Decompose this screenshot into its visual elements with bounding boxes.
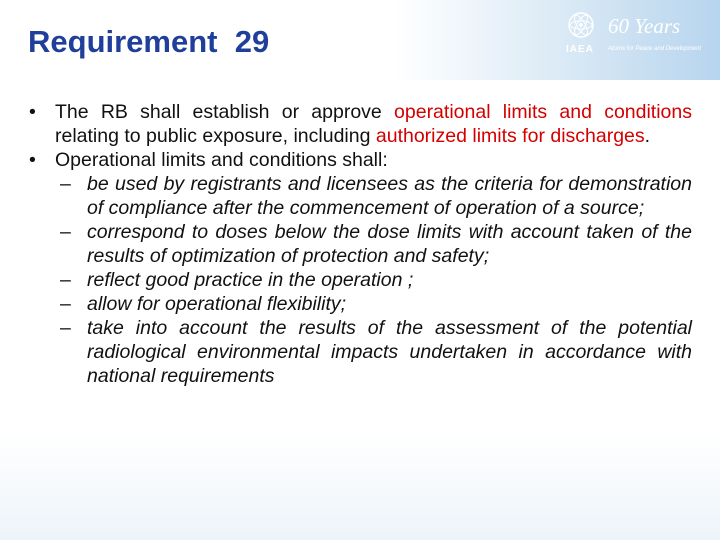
bullet-2 [27, 148, 692, 172]
bullet-1-text-2: relating to public exposure, including [55, 125, 376, 147]
sub-bullet-5 [27, 316, 692, 388]
slide-title: Requirement 29 [28, 24, 270, 59]
sub-bullet-5-text: take into account the results of the assessment of the potential radiological environmental impacts undertaken in accordance with national requirements [87, 317, 692, 387]
sub-bullet-1 [27, 172, 692, 220]
bullet-1-highlight-2: authorized limits for discharges [375, 125, 645, 147]
bullet-2-mark: • [29, 149, 36, 171]
sub-bullet-3-text: reflect good practice in the operation ; [87, 269, 414, 291]
logo-org: IAEA [566, 44, 594, 55]
sub-bullet-2-text: correspond to doses below the dose limits with account taken of the results of optimization of protection and safety; [87, 221, 692, 267]
sub-bullet-4 [27, 292, 692, 316]
sub-bullet-2-mark: – [60, 221, 71, 243]
iaea-emblem-icon [566, 10, 596, 40]
sub-bullet-5-mark: – [60, 317, 71, 339]
bullet-1-highlight-1: operational limits and conditions [394, 101, 692, 123]
sub-bullet-4-text: allow for operational flexibility; [87, 293, 347, 315]
sub-bullet-4-mark: – [60, 293, 71, 315]
bullet-1-text-3: . [644, 125, 651, 147]
logo-tagline: Atoms for Peace and Development [608, 46, 702, 52]
sub-bullet-1-mark: – [60, 173, 71, 195]
sub-bullet-3 [27, 268, 692, 292]
bullet-2-text: Operational limits and conditions shall: [55, 149, 388, 171]
bullet-1-mark: • [29, 101, 36, 123]
bullet-1 [27, 100, 692, 148]
slide-body [27, 100, 692, 388]
sub-bullet-1-text: be used by registrants and licensees as the criteria for demonstration of compliance after the commencement of operation of a source; [87, 173, 692, 219]
bullet-1-text-1: The RB shall establish or approve [55, 101, 395, 123]
sub-bullet-2 [27, 220, 692, 268]
iaea-60-years-logo [562, 8, 712, 58]
sub-bullet-3-mark: – [60, 269, 71, 291]
logo-years: 60 Years [608, 14, 681, 38]
